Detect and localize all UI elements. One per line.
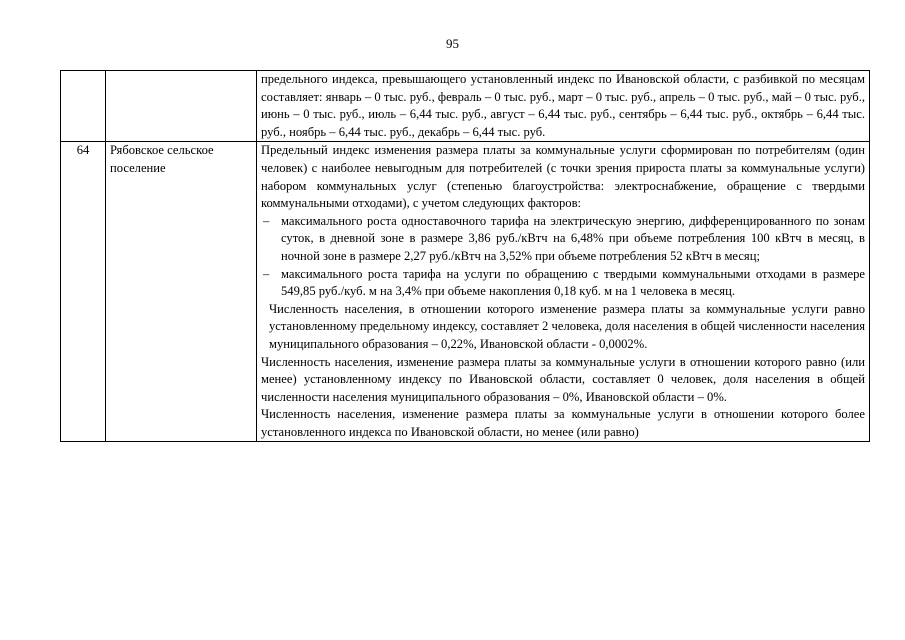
row-number-cell (61, 71, 106, 142)
description-cell (257, 142, 870, 442)
population-more-paragraph: Численность населения, изменение размера платы за коммунальные услуги в отношении которого более установленного индекса по Ивановской области, но менее (или равно) (261, 407, 865, 439)
page-number: 95 (446, 36, 459, 51)
factor-text: максимального роста тарифа на услуги по обращению с твердыми коммунальными отходами в размере 549,85 руб./куб. м на 3,4% при объеме накопления 0,18 куб. м на 1 человека в месяц. (281, 266, 865, 299)
factor-list-item (261, 213, 865, 266)
population-equal-paragraph: Численность населения, в отношении которого изменение размера платы за коммунальные услуги равно установленному предельному индексу, составляет 2 человека, доля населения в общей численности населения муниципального образования – 0,22%, Ивановской области - 0,0002%. (269, 301, 865, 351)
municipality-name-cell: Рябовское сельское поселение (106, 142, 257, 442)
list-dash: – (263, 266, 270, 281)
factor-text: максимального роста одноставочного тарифа на электрическую энергию, дифференцированного по зонам суток, в дневной зоне в размере 3,86 руб./кВтч на 6,48% при объеме потребления 100 кВтч в месяц, в ночной зоне в размере 2,27 руб./кВтч на 3,52% при объеме потребления 52 кВтч в месяц; (281, 213, 865, 263)
monthly-breakdown-text: предельного индекса, превышающего установленный индекс по Ивановской области, с разбивкой по месяцам составляет: январь – 0 тыс. руб., февраль – 0 тыс. руб., март – 0 тыс. руб., апрель – 0 тыс. руб., май – 0 тыс. руб., июнь – 0 тыс. руб., июль – 6,44 тыс. руб., август – 6,44 тыс. руб., сентябрь – 6,44 тыс. руб., октябрь – 6,44 тыс. руб., ноябрь – 6,44 тыс. руб., декабрь – 6,44 тыс. руб. (261, 72, 865, 139)
row-number-cell: 64 (61, 142, 106, 442)
factor-list-item (261, 266, 865, 301)
list-dash: – (263, 213, 270, 228)
table-row (61, 71, 870, 142)
description-cell (257, 71, 870, 142)
population-less-paragraph: Численность населения, изменение размера платы за коммунальные услуги в отношении которого равно (или менее) установленному индексу по Ивановской области, составляет 0 человек, доля населения в общей численности населения муниципального образования – 0%, Ивановской области – 0%. (261, 354, 865, 404)
municipality-name-cell (106, 71, 257, 142)
table-row (61, 142, 870, 442)
index-intro-paragraph: Предельный индекс изменения размера платы за коммунальные услуги сформирован по потребителям (один человек) с наиболее невыгодным для потребителей (с точки зрения прироста платы за коммунальные услуги) набором коммунальных услуг (степенью благоустройства: электроснабжение, обращение с твердыми коммунальными отходами), с учетом следующих факторов: (261, 143, 865, 211)
data-table (60, 70, 870, 442)
